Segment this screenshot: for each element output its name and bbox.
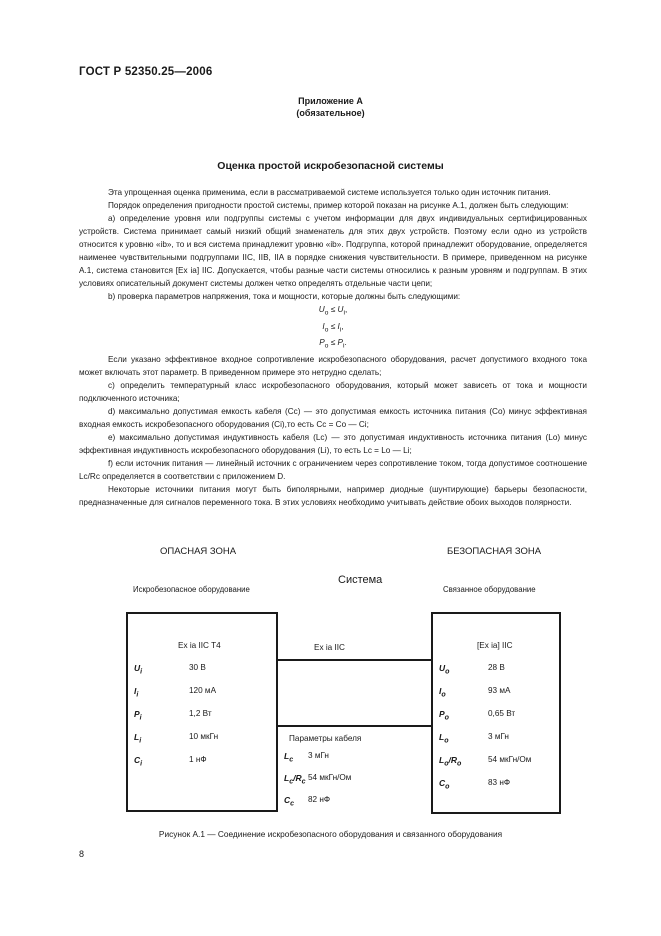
cable-line-bottom — [278, 725, 431, 727]
figure-caption: Рисунок А.1 — Соединение искробезопасного оборудования и связанного оборудования — [158, 829, 503, 839]
paragraph: Эта упрощенная оценка применима, если в рассматриваемой системе используется только один источник питания. — [108, 188, 551, 197]
left-param-symbol — [134, 755, 142, 768]
cable-param-symbol — [284, 773, 306, 786]
right-param-symbol — [439, 778, 449, 791]
param-subscript: i — [140, 667, 143, 676]
page-number: 8 — [79, 849, 85, 859]
formula-symbol: U — [337, 305, 344, 314]
param-letter: P — [439, 709, 445, 719]
formula-operator: ≤ — [328, 338, 338, 348]
right-param-value: 0,65 Вт — [488, 709, 516, 718]
cable-param-value: 3 мГн — [308, 751, 329, 760]
right-param-value: 93 мА — [488, 686, 511, 695]
paragraph-item-c: c) определить температурный класс искробезопасного оборудования, который может зависеть от тока и мощности подключенного источника; — [79, 380, 587, 403]
param-letter: L — [284, 773, 290, 783]
param-letter: I — [134, 686, 137, 696]
formula-symbol: I — [337, 321, 340, 331]
param-letter: L — [439, 755, 445, 765]
param-letter: U — [134, 663, 141, 673]
left-param-value: 120 мА — [189, 686, 217, 695]
formula-operator: ≤ — [328, 305, 338, 314]
param-subscript: o — [444, 759, 449, 768]
param-subscript: i — [139, 713, 142, 722]
paragraph-item-e: e) максимально допустимая индуктивность кабеля (Lc) — это допустимая индуктивность источника питания (Lo) минус эффективная индуктивность искробезопасного оборудования (Li), то есть Lc = Lo — Li; — [79, 432, 587, 455]
param-letter: P — [134, 709, 140, 719]
param-subscript: i — [136, 690, 139, 699]
formula-subscript: o — [324, 326, 329, 334]
param-letter: L — [284, 751, 290, 761]
paragraph-item-a: a) определение уровня или подгруппы системы с учетом информации для двух индивидуальных сертифицированных устройств. Система принимает самый низкий общий знаменатель для этих двух устройств. Поэтому если одно из устройств относится к уровню «ib», то и вся система принадлежит уровню «ib». Подгруппа, которой принадлежит оборудование, определяется наименее чувствительными подгруппами IIC, IIB, IIA в порядке снижения чувствительности. В примере, приведенном на рисунке А.1, система становится [Ex ia] IIC. Допускается, чтобы разные части системы относились к разным уровням и подгруппам. В этих условиях описательный документ системы должен четко определять отдельные части цепи; — [79, 214, 587, 288]
formula-current — [79, 320, 587, 337]
right-param-symbol — [439, 686, 446, 699]
right-param-symbol — [439, 709, 449, 722]
cable-line-top — [278, 659, 431, 661]
right-equipment-label: Связанное оборудование — [443, 585, 536, 594]
param-letter: C — [439, 778, 446, 788]
param-letter: L — [134, 732, 140, 742]
formula-punct: , — [341, 321, 344, 331]
left-box-title: Ex ia IIC T4 — [178, 641, 221, 650]
cable-param-symbol — [284, 795, 294, 808]
formula-subscript: i — [342, 342, 345, 350]
appendix-status: (обязательное) — [296, 108, 365, 118]
left-param-value: 1,2 Вт — [189, 709, 212, 718]
link-label: Ex ia IIC — [314, 643, 345, 652]
paragraph-item-d: d) максимально допустимая емкость кабеля (Cc) — это допустимая емкость источника питания (Co) минус эффективная входная емкость искробезопасного оборудования (Ci),то есть Cc = Co — Ci; — [79, 406, 587, 429]
section-title: Оценка простой искробезопасной системы — [217, 160, 444, 172]
left-param-value: 30 В — [189, 663, 206, 672]
paragraph-item-b: b) проверка параметров напряжения, тока и мощности, которые должны быть следующими: — [108, 292, 461, 301]
param-subscript: o — [444, 713, 449, 722]
body-text — [79, 186, 587, 509]
param-letter: L — [439, 732, 445, 742]
system-label: Система — [338, 574, 383, 586]
paragraph: Некоторые источники питания могут быть биполярными, например диодные (шунтирующие) барьеры безопасности, предназначенные для сигналов переменного тока. В этих условиях необходимо учитывать действие обоих выходов полярности. — [79, 484, 587, 507]
cable-param-value: 54 мкГн/Ом — [308, 773, 352, 782]
right-box-title: [Ex ia] IIC — [477, 641, 513, 650]
param-letter: C — [134, 755, 141, 765]
param-subscript: o — [445, 782, 450, 791]
param-subscript: c — [290, 799, 295, 808]
formula-operator: ≤ — [328, 321, 338, 331]
param-subscript: o — [445, 667, 450, 676]
formula-symbol: I — [322, 321, 325, 331]
param-subscript: c — [289, 755, 294, 764]
formula-subscript: i — [343, 309, 345, 317]
param-letter: C — [284, 795, 291, 805]
left-param-value: 1 нФ — [189, 755, 207, 764]
formula-subscript: o — [324, 309, 329, 317]
left-param-symbol — [134, 686, 138, 699]
cable-param-symbol — [284, 751, 293, 764]
paragraph: Порядок определения пригодности простой системы, пример которой показан на рисунке А.1, должен быть следующим: — [108, 201, 569, 210]
formula-punct: . — [344, 338, 347, 348]
left-param-symbol — [134, 663, 142, 676]
right-param-symbol — [439, 663, 449, 676]
left-param-symbol — [134, 732, 141, 745]
formula-voltage — [79, 303, 587, 320]
formula-symbol: P — [337, 338, 343, 348]
left-equipment-label: Искробезопасное оборудование — [133, 585, 250, 594]
document-header: ГОСТ Р 52350.25—2006 — [79, 66, 213, 78]
formula-symbol: P — [319, 338, 325, 348]
danger-zone-label: ОПАСНАЯ ЗОНА — [160, 546, 237, 557]
param-subscript: o — [457, 759, 462, 768]
cable-param-value: 82 нФ — [308, 795, 331, 804]
param-letter: I — [439, 686, 442, 696]
right-param-value: 3 мГн — [488, 732, 509, 741]
cable-params-title: Параметры кабеля — [289, 734, 362, 743]
formula-power — [79, 336, 587, 353]
param-subscript: i — [139, 736, 142, 745]
param-subscript: i — [140, 759, 143, 768]
paragraph-item-f: f) если источник питания — линейный источник с ограничением через сопротивление током, тогда допустимое соотношение Lc/Rc определяется в соответствии с приложением D. — [79, 458, 587, 481]
right-param-value: 28 В — [488, 663, 505, 672]
formula-subscript: o — [324, 342, 329, 350]
param-letter: /R — [293, 773, 302, 783]
left-param-symbol — [134, 709, 142, 722]
param-subscript: c — [289, 777, 294, 786]
formula-symbol: U — [318, 305, 325, 314]
param-letter: /R — [448, 755, 458, 765]
formula-subscript: i — [339, 326, 342, 334]
right-param-symbol — [439, 732, 449, 745]
right-param-symbol — [439, 755, 461, 768]
formula-punct: , — [344, 305, 348, 314]
left-param-value: 10 мкГн — [189, 732, 219, 741]
param-subscript: o — [441, 690, 446, 699]
appendix-label: Приложение А — [298, 96, 363, 106]
param-subscript: o — [444, 736, 449, 745]
param-letter: U — [439, 663, 446, 673]
safe-zone-label: БЕЗОПАСНАЯ ЗОНА — [447, 546, 542, 557]
paragraph: Если указано эффективное входное сопротивление искробезопасного оборудования, расчет допустимого входного тока может включать этот параметр. В приведенном примере это нетрудно сделать; — [79, 354, 587, 377]
param-subscript: c — [301, 777, 306, 786]
right-param-value: 83 нФ — [488, 778, 511, 787]
right-param-value: 54 мкГн/Ом — [488, 755, 532, 764]
